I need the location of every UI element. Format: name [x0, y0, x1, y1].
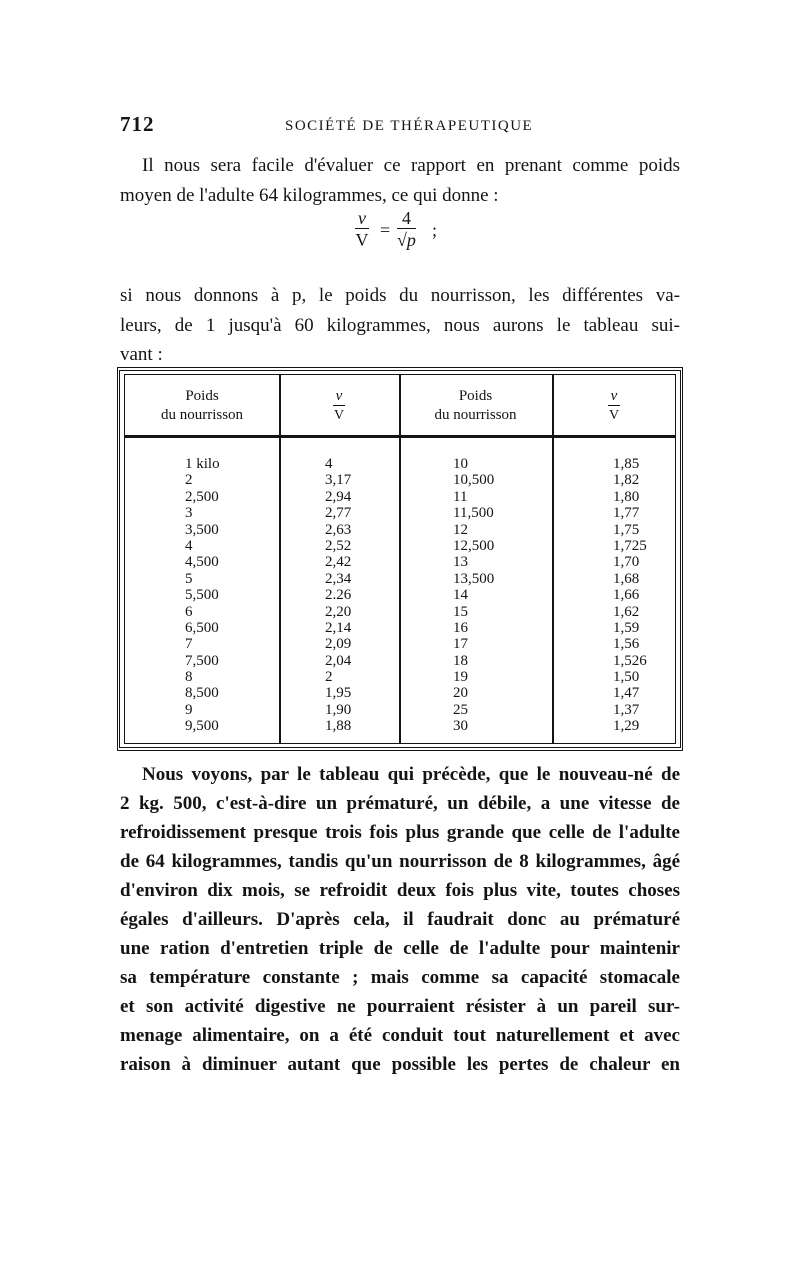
- table-cell: 19: [453, 669, 468, 686]
- header-line: Poids: [458, 388, 493, 404]
- header-line: Poids: [185, 388, 219, 404]
- table-cell: 1,77: [613, 505, 640, 522]
- table-cell: 17: [453, 636, 468, 653]
- table-cell: 2.26: [325, 587, 352, 604]
- table-cell: 3,17: [325, 472, 352, 489]
- table-cell: 1,29: [613, 718, 640, 735]
- text-line: vant :: [120, 344, 163, 365]
- text-line: si nous donnons à p, le poids du nourrisson, les différentes va-: [120, 285, 680, 306]
- header-rule: [125, 435, 675, 438]
- table-cell: 9,500: [185, 718, 219, 735]
- header-ratio-numerator: v: [608, 388, 621, 406]
- column-left-weights: [185, 456, 220, 735]
- cooling-rate-table: [117, 367, 683, 751]
- table-cell: 2,42: [325, 554, 352, 571]
- table-cell: 2,09: [325, 636, 352, 653]
- conclusion-paragraph: [120, 760, 680, 1079]
- table-cell: 1 kilo: [185, 456, 220, 472]
- text-line: Il nous sera facile d'évaluer ce rapport en prenant comme poids: [142, 155, 680, 176]
- text-line: une ration d'entretien triple de celle de l'adulte pour maintenir: [120, 938, 680, 959]
- table-cell: 18: [453, 652, 468, 669]
- text-line: refroidissement presque trois fois plus grande que celle de l'adulte: [120, 822, 680, 843]
- table-cell: 1,37: [613, 701, 640, 718]
- table-cell: 2,52: [325, 537, 352, 554]
- formula-rhs: [397, 208, 416, 251]
- table-cell: 30: [453, 718, 468, 735]
- table-cell: 16: [453, 619, 468, 636]
- table-cell: 1,68: [613, 570, 640, 587]
- table-cell: 7: [185, 636, 193, 653]
- text-line: 2 kg. 500, c'est-à-dire un prématuré, un débile, a une vitesse de: [120, 793, 680, 814]
- text-line: égales d'ailleurs. D'après cela, il faudrait donc au prématuré: [120, 909, 680, 930]
- table-cell: 3,500: [185, 521, 219, 538]
- table-cell: 2,20: [325, 603, 352, 620]
- column-divider: [399, 375, 401, 743]
- table-cell: 11: [453, 488, 468, 505]
- table-cell: 1,56: [613, 636, 640, 653]
- table-cell: 25: [453, 701, 468, 718]
- running-title: SOCIÉTÉ DE THÉRAPEUTIQUE: [285, 118, 534, 134]
- table-cell: 2,63: [325, 521, 352, 538]
- ratio-formula: [355, 208, 438, 278]
- formula-lhs-denominator: V: [355, 230, 369, 250]
- table-cell: 8,500: [185, 685, 219, 702]
- formula-rhs-denominator: √p: [397, 230, 416, 250]
- header-right-ratio: [552, 387, 676, 425]
- table-cell: 14: [453, 587, 468, 604]
- page-number: 712: [120, 112, 155, 136]
- table-cell: 1,66: [613, 587, 640, 604]
- table-cell: 5: [185, 570, 193, 587]
- column-left-ratios: [325, 456, 351, 735]
- header-left-ratio: [279, 387, 399, 425]
- table-cell: 1,50: [613, 669, 640, 686]
- header-ratio-denominator: V: [333, 408, 345, 423]
- text-line: sa température constante ; mais comme sa capacité stomacale: [120, 967, 680, 988]
- table-cell: 1,75: [613, 521, 640, 538]
- text-line: Nous voyons, par le tableau qui précède, que le nouveau-né de: [142, 764, 680, 785]
- table-cell: 20: [453, 685, 468, 702]
- table-cell: 1,62: [613, 603, 640, 620]
- table-cell: 9: [185, 701, 193, 718]
- table-cell: 4: [325, 456, 333, 472]
- table-cell: 4,500: [185, 554, 219, 571]
- table-cell: 3: [185, 505, 193, 522]
- table-cell: 1,95: [325, 685, 352, 702]
- column-right-weights: [453, 456, 494, 735]
- table-cell: 5,500: [185, 587, 219, 604]
- page-header: [120, 112, 680, 142]
- table-cell: 6: [185, 603, 193, 620]
- formula-semicolon: ;: [432, 220, 438, 240]
- column-right-ratios: [613, 456, 647, 735]
- table-cell: 13: [453, 554, 468, 571]
- table-cell: 2,94: [325, 488, 352, 505]
- column-divider: [552, 375, 554, 743]
- table-cell: 1,725: [613, 537, 647, 554]
- table-cell: 6,500: [185, 619, 219, 636]
- intro-paragraph: [120, 151, 680, 210]
- table-cell: 2,500: [185, 488, 219, 505]
- table-cell: 7,500: [185, 652, 219, 669]
- table-cell: 1,85: [613, 456, 640, 472]
- formula-lhs-numerator: v: [355, 208, 369, 229]
- formula-rhs-numerator: 4: [397, 208, 416, 229]
- header-left-weight: [125, 387, 279, 425]
- table-cell: 4: [185, 537, 193, 554]
- table-cell: 1,59: [613, 619, 640, 636]
- table-cell: 8: [185, 669, 193, 686]
- header-line: du nourrisson: [160, 407, 244, 423]
- text-line: de 64 kilogrammes, tandis qu'un nourrisson de 8 kilogrammes, âgé: [120, 851, 680, 872]
- formula-lhs: [355, 208, 369, 251]
- table-cell: 2: [325, 669, 333, 686]
- table-cell: 1,80: [613, 488, 640, 505]
- table-cell: 1,47: [613, 685, 640, 702]
- text-line: moyen de l'adulte 64 kilogrammes, ce qui donne :: [120, 184, 499, 206]
- column-divider: [279, 375, 281, 743]
- table-cell: 2,04: [325, 652, 352, 669]
- text-line: menage alimentaire, on a été conduit tout naturellement et avec: [120, 1025, 680, 1046]
- text-line: raison à diminuer autant que possible les pertes de chaleur en: [120, 1054, 680, 1075]
- table-cell: 1,90: [325, 701, 352, 718]
- table-cell: 12: [453, 521, 468, 538]
- table-cell: 13,500: [453, 570, 495, 587]
- text-line: et son activité digestive ne pourraient résister à un pareil sur-: [120, 996, 680, 1017]
- table-cell: 2: [185, 472, 193, 489]
- formula-equals: =: [380, 220, 391, 240]
- table-cell: 15: [453, 603, 468, 620]
- table-cell: 11,500: [453, 505, 494, 522]
- table-inner-border: [124, 374, 676, 744]
- table-cell: 12,500: [453, 537, 495, 554]
- table-cell: 2,14: [325, 619, 352, 636]
- table-cell: 2,34: [325, 570, 352, 587]
- table-cell: 1,88: [325, 718, 352, 735]
- table-cell: 2,77: [325, 505, 352, 522]
- header-ratio-denominator: V: [608, 408, 620, 423]
- table-cell: 10,500: [453, 472, 495, 489]
- table-intro-paragraph: [120, 281, 680, 370]
- table-cell: 1,526: [613, 652, 647, 669]
- table-cell: 1,82: [613, 472, 640, 489]
- header-right-weight: [399, 387, 552, 425]
- table-cell: 1,70: [613, 554, 640, 571]
- header-line: du nourrisson: [434, 407, 517, 423]
- text-line: leurs, de 1 jusqu'à 60 kilogrammes, nous aurons le tableau sui-: [120, 314, 680, 336]
- text-line: d'environ dix mois, se refroidit deux fois plus vite, toutes choses: [120, 880, 680, 901]
- header-ratio-numerator: v: [333, 388, 346, 406]
- table-cell: 10: [453, 456, 468, 472]
